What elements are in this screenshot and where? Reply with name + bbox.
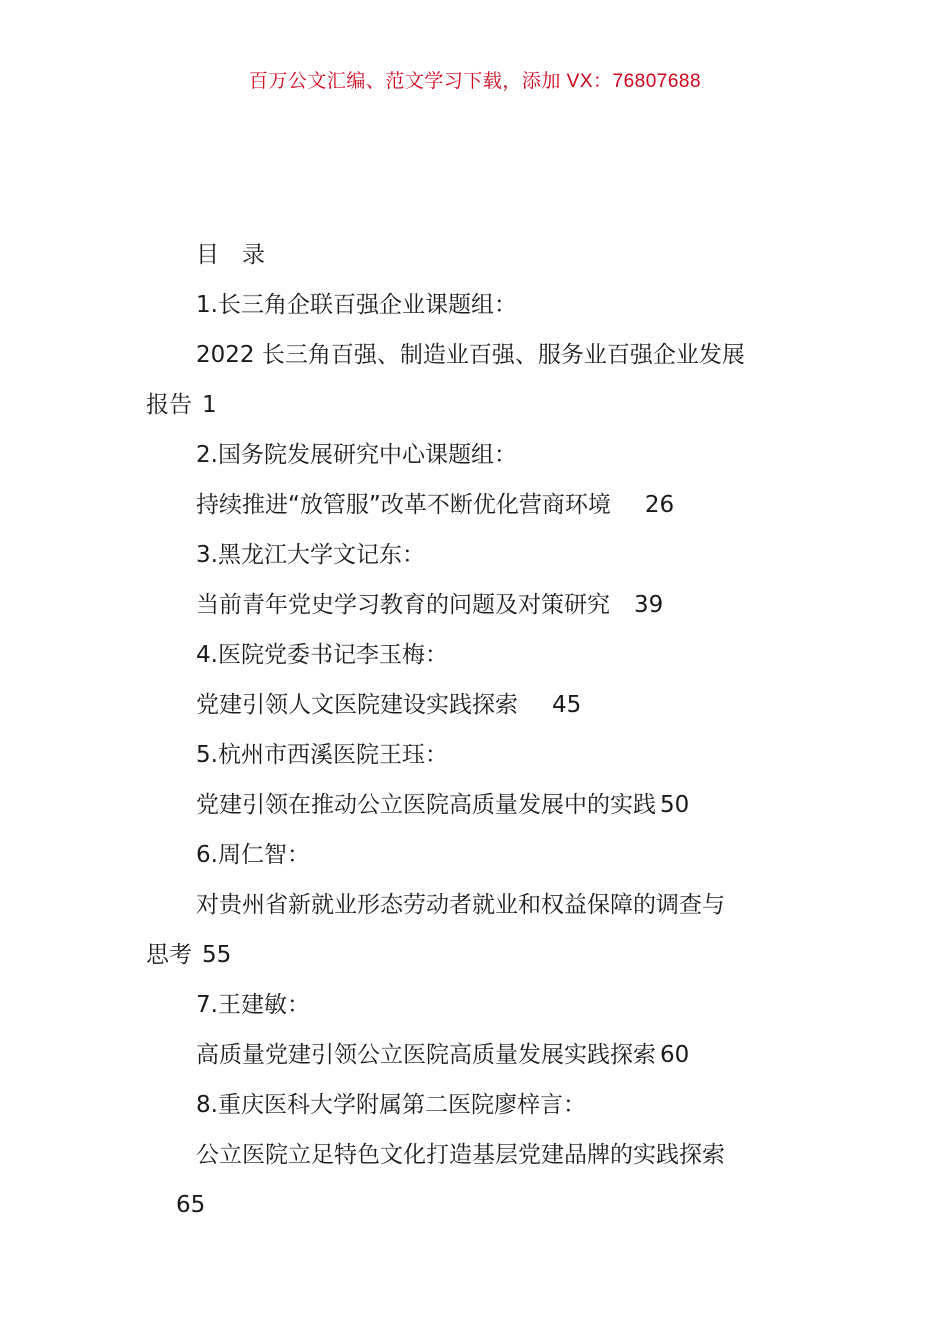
toc-entry-title: 2022 长三角百强、制造业百强、服务业百强企业发展	[196, 342, 745, 368]
toc-entry-line	[146, 480, 816, 530]
toc-entry-title: 党建引领在推动公立医院高质量发展中的实践	[196, 792, 656, 818]
toc-entry-author: 2.国务院发展研究中心课题组：	[196, 442, 517, 468]
toc-entry-title-tail: 思考	[146, 942, 192, 968]
toc-entry-title: 当前青年党史学习教育的问题及对策研究	[196, 592, 610, 618]
toc-entry-title-continued	[146, 380, 816, 430]
toc-entry-line	[146, 580, 816, 630]
toc-title: 目 录	[196, 242, 265, 268]
toc-entry-line	[146, 680, 816, 730]
toc-page-number: 45	[552, 692, 582, 718]
toc-entry-author: 5.杭州市西溪医院王珏：	[196, 742, 448, 768]
table-of-contents	[146, 230, 816, 1230]
toc-entry-title: 公立医院立足特色文化打造基层党建品牌的实践探索	[196, 1142, 725, 1168]
toc-entry-author: 6.周仁智：	[196, 842, 310, 868]
toc-entry-title-continued	[146, 930, 816, 980]
toc-page-number: 65	[176, 1192, 206, 1218]
watermark-header: 百万公文汇编、范文学习下载，添加 VX：76807688	[248, 71, 702, 92]
toc-entry-title: 高质量党建引领公立医院高质量发展实践探索	[196, 1042, 656, 1068]
toc-entry-author: 7.王建敏：	[196, 992, 310, 1018]
toc-page-number: 60	[660, 1042, 690, 1068]
toc-entry-title: 对贵州省新就业形态劳动者就业和权益保障的调查与	[196, 892, 725, 918]
toc-page-number: 55	[202, 942, 232, 968]
toc-page-number: 1	[202, 392, 217, 418]
toc-entry-line	[146, 1030, 816, 1080]
toc-entry-title: 党建引领人文医院建设实践探索	[196, 692, 518, 718]
toc-page-number: 39	[634, 592, 664, 618]
toc-entry-author: 8.重庆医科大学附属第二医院廖梓言：	[196, 1092, 586, 1118]
toc-entry-author: 1.长三角企联百强企业课题组：	[196, 292, 517, 318]
toc-entry-title-tail: 报告	[146, 392, 192, 418]
toc-entry-line	[146, 780, 816, 830]
toc-entry-author: 3.黑龙江大学文记东：	[196, 542, 425, 568]
toc-page-number: 26	[644, 492, 675, 518]
toc-entry-author: 4.医院党委书记李玉梅：	[196, 642, 448, 668]
toc-entry-title: 持续推进“放管服”改革不断优化营商环境	[196, 492, 611, 518]
toc-page-number: 50	[660, 792, 690, 818]
